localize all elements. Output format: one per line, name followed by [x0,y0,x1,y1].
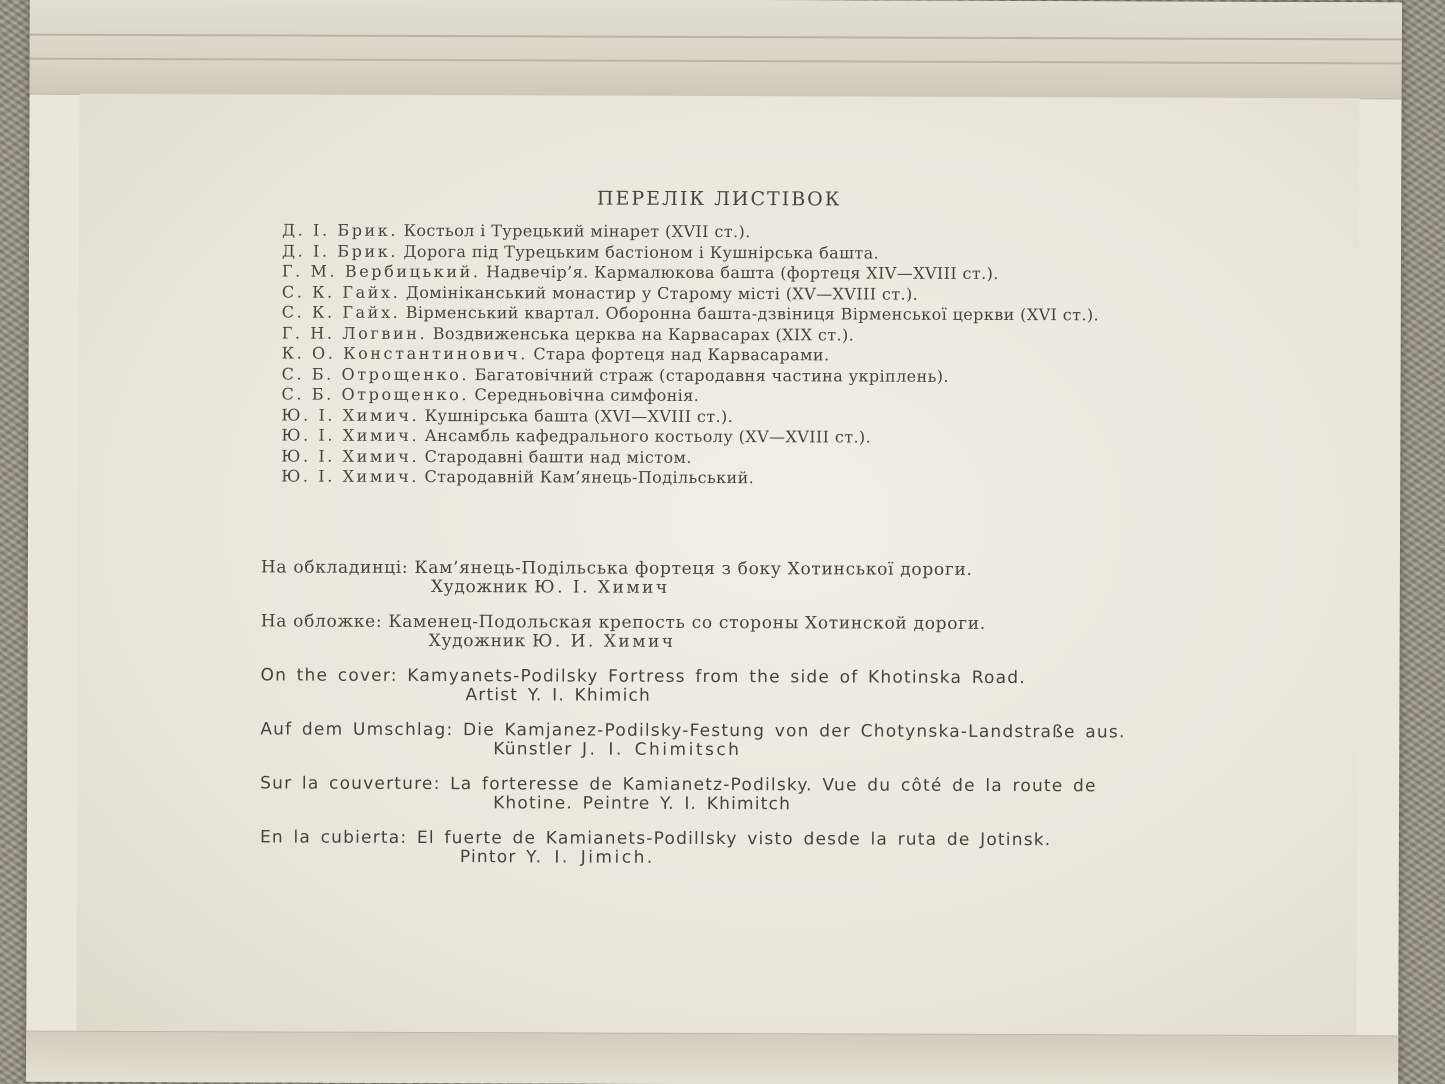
artist-name: J. I. Chimitsch [582,739,742,761]
cover-caption-de [260,720,1320,762]
postcard-author: Ю. І. Химич. [281,466,420,486]
cover-caption-fr [260,774,1320,816]
postcard-title: Ансамбль кафедрального костьолу (XV—XVIII ст.). [424,425,872,447]
postcard-title: Надвечір’я. Кармалюкова башта (фортеця XIV—XVIII ст.). [486,262,999,283]
postcard-author: Ю. І. Химич. [281,404,420,425]
postcard-author: Д. І. Брик. [282,220,399,240]
artist-name: Y. I. Khimich [527,685,652,706]
postcard-title: Середньовічна симфонія. [474,385,700,405]
artist-prefix: Künstler [493,739,573,760]
top-fold [30,0,1402,99]
postcard-author: Г. М. Вербицький. [281,261,481,282]
cover-text: Кам’янець-Подільська фортеця з боку Хотинської дороги. [414,557,973,580]
artist-prefix: Pintor [459,847,517,868]
postcard-title: Стародавній Кам’янець-Подільський. [424,466,755,488]
postcard-folder [26,0,1402,1084]
postcard-author: Ю. І. Химич. [281,425,420,445]
cover-label: Auf dem Umschlag: [260,719,454,741]
page-content [76,94,1359,1036]
cover-text-continued: Khotine. [493,793,574,814]
cover-captions [260,558,1321,886]
postcard-author: С. Б. Отрощенко. [281,363,470,384]
postcard-title: Стара фортеця над Карвасарами. [533,344,830,365]
artist-prefix: Художник [428,631,527,652]
cover-text: Die Kamjanez-Podilsky-Festung von der Chotynska-Landstraße aus. [462,720,1126,743]
postcard-title: Домініканський монастир у Старому місті (XV—XVIII ст.). [405,282,919,304]
cover-text: El fuerte de Kamianets-Podillsky visto desde la ruta de Jotinsk. [416,827,1052,851]
cover-caption-ru [261,612,1321,654]
artist-prefix: Художник [430,577,529,598]
cover-caption-es [260,828,1320,870]
cover-text: La forteresse de Kamianetz-Podilsky. Vue du côté de la route de [450,774,1097,797]
postcard-title: Багатовічний страж (стародавня частина укріплень). [474,364,949,386]
page-title: ПЕРЕЛІК ЛИСТІВОК [596,187,842,211]
artist-name: Ю. І. Химич [534,577,670,598]
cover-label: Sur la couverture: [260,773,441,795]
artist-prefix: Artist [465,685,519,706]
cover-label: На обложке: [260,611,383,632]
postcard-author: С. Б. Отрощенко. [281,384,470,405]
postcard-title: Воздвиженська церква на Карвасарах (XIX ст.). [432,323,855,344]
postcard-list [281,220,1282,490]
cover-label: На обкладинці: [260,557,409,578]
cover-label: On the cover: [260,665,398,686]
list-item [281,466,1281,490]
folder-inner-page [76,94,1359,1036]
cover-caption-uk [261,558,1321,600]
postcard-title: Стародавні башти над містом. [424,446,692,467]
artist-prefix: Peintre [582,793,651,814]
postcard-title: Вірменський квартал. Оборонна башта-дзвіниця Вірменської церкви (XVI ст.). [405,302,1100,325]
artist-name: Ю. И. Химич [532,631,676,652]
artist-name: Y. I. Khimitch [659,793,792,815]
postcard-author: С. К. Гайх. [281,281,401,302]
postcard-title: Кушнірська башта (XVI—XVIII ст.). [424,405,734,426]
postcard-title: Костьол і Турецький мінарет (XVII ст.). [403,220,751,242]
postcard-author: К. О. Константинович. [281,343,528,364]
cover-label: En la cubierta: [259,827,408,848]
bottom-fold [26,1031,1398,1084]
postcard-author: Д. І. Брик. [281,240,399,261]
cover-text: Каменец-Подольская крепость со стороны Хотинской дороги. [388,611,986,634]
postcard-author: С. К. Гайх. [281,302,401,322]
cover-caption-en [260,666,1320,708]
postcard-author: Г. Н. Логвин. [281,322,428,343]
postcard-title: Дорога під Турецьким бастіоном і Кушнірська башта. [403,241,880,263]
cover-text: Kamyanets-Podilsky Fortress from the side of Khotinska Road. [407,665,1026,689]
postcard-author: Ю. І. Химич. [281,445,420,466]
artist-name: Y. I. Jimich. [526,847,655,868]
